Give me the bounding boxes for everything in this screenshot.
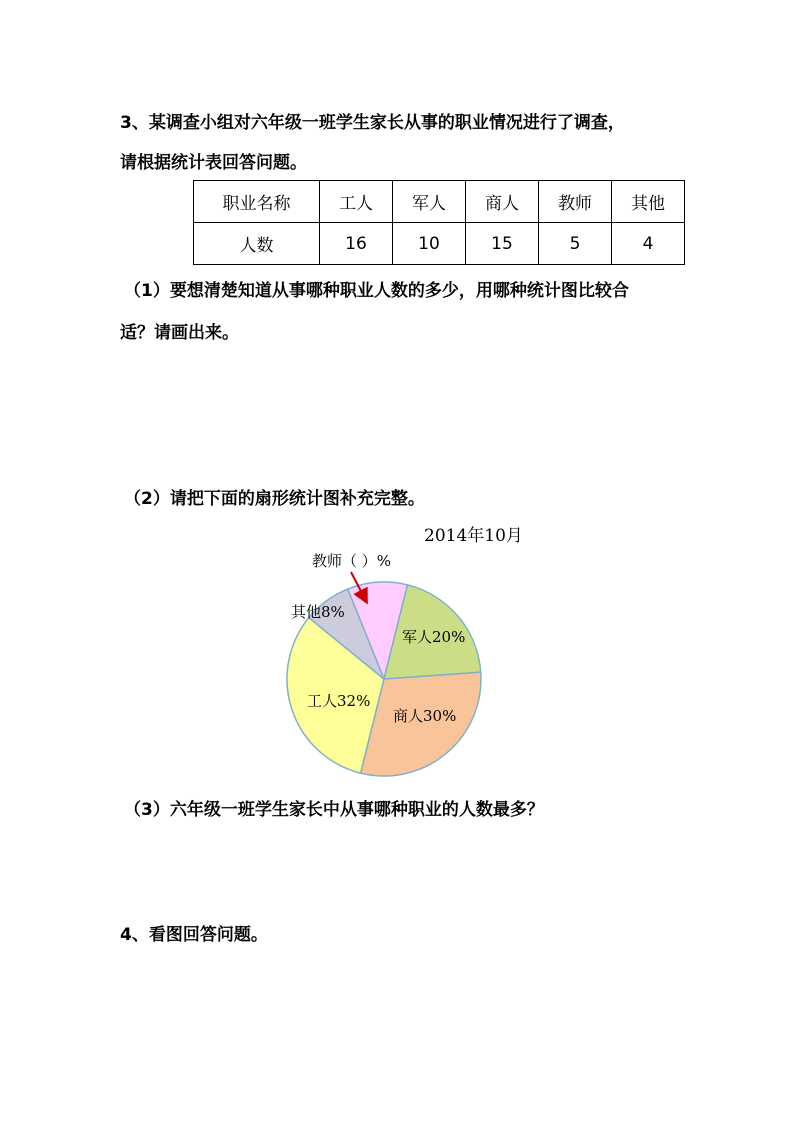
table-cell: 商人: [466, 181, 539, 223]
pie-label-其他: 其他8%: [291, 603, 345, 621]
question-4-intro: 4、看图回答问题。: [120, 925, 268, 945]
table-cell: 其他: [612, 181, 685, 223]
table-cell: 工人: [320, 181, 393, 223]
chart-title: 2014年10月: [424, 526, 523, 546]
sub-question-2: （2）请把下面的扇形统计图补充完整。: [124, 489, 425, 509]
table-cell: 职业名称: [194, 181, 320, 223]
sub-question-1: （1）要想清楚知道从事哪种职业人数的多少，用哪种统计图比较合: [124, 281, 629, 301]
pie-label-军人: 军人20%: [402, 628, 466, 646]
table-cell: 军人: [393, 181, 466, 223]
question-3-intro: 3、某调查小组对六年级一班学生家长从事的职业情况进行了调查，: [120, 113, 625, 133]
sub-question-3: （3）六年级一班学生家长中从事哪种职业的人数最多？: [124, 800, 544, 820]
table-cell: 教师: [539, 181, 612, 223]
pie-label-教师: 教师（ ）%: [312, 552, 392, 570]
pie-label-商人: 商人30%: [393, 707, 457, 725]
pie-label-工人: 工人32%: [307, 692, 371, 710]
sub-question-1-cont: 适？请画出来。: [120, 323, 239, 343]
table-cell: 10: [393, 223, 466, 265]
table-cell: 4: [612, 223, 685, 265]
table-cell: 16: [320, 223, 393, 265]
table-cell: 5: [539, 223, 612, 265]
question-3-intro-cont: 请根据统计表回答问题。: [120, 153, 307, 173]
table-cell: 15: [466, 223, 539, 265]
table-cell: 人数: [194, 223, 320, 265]
